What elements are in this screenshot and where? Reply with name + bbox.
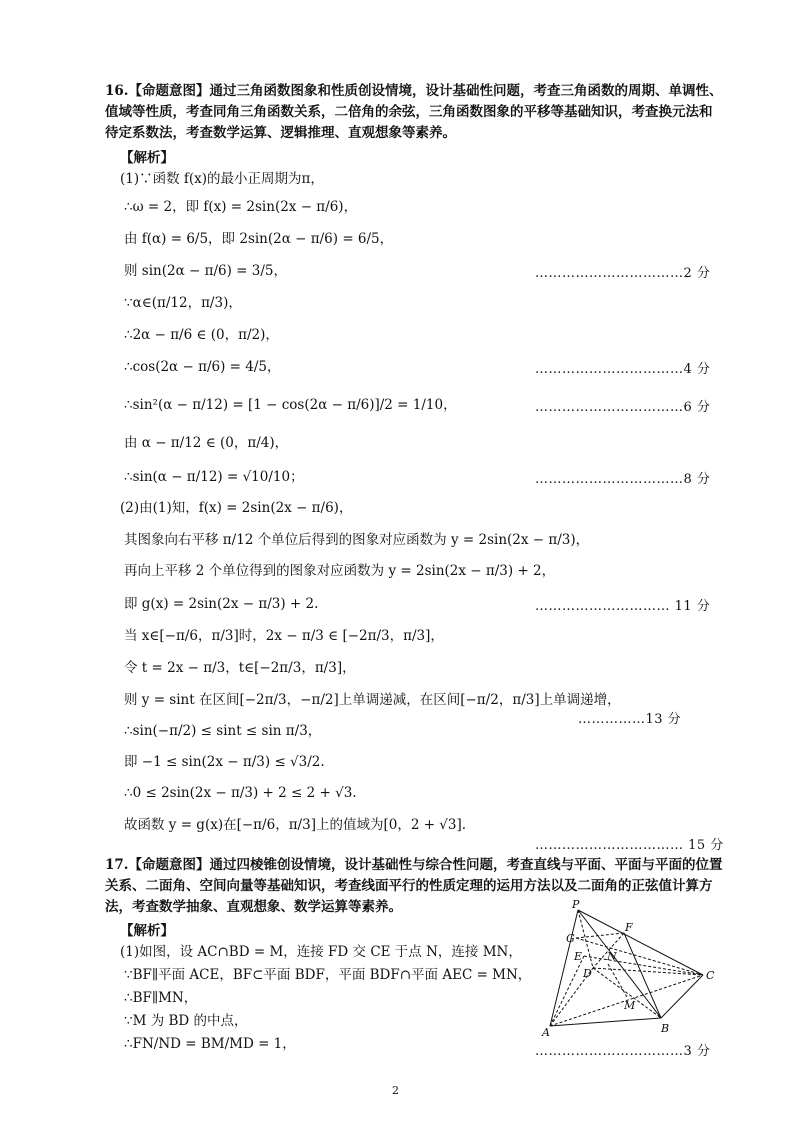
segment-mn <box>608 964 627 997</box>
q17-line-5: ∴FN/ND = BM/MD = 1， <box>124 1036 296 1052</box>
edge-pa <box>550 910 578 1026</box>
edge-pb <box>578 910 661 1018</box>
page-number: 2 <box>392 1084 399 1097</box>
q16-line-18: ∴sin(−π/2) ≤ sint ≤ sin π/3， <box>124 723 322 739</box>
q16-score-15: …………………………… 15 分 <box>535 838 724 853</box>
pyramid-figure <box>528 898 728 1040</box>
q16-line-3: 由 f(α) = 6/5，即 2sin(2α − π/6) = 6/5， <box>124 231 394 247</box>
label-p: P <box>572 898 580 911</box>
segment-ea <box>550 956 584 1026</box>
q16-score-13: ……………13 分 <box>578 712 682 727</box>
edge-dc <box>593 968 703 975</box>
q16-score-6: ……………………………6 分 <box>535 400 711 415</box>
q16-intent <box>105 81 723 144</box>
q16-line-6: ∴2α − π/6 ∈ (0，π/2)， <box>124 327 279 343</box>
q16-line-9: 由 α − π/12 ∈ (0，π/4)， <box>124 435 289 451</box>
q16-score-11: ………………………… 11 分 <box>535 599 711 614</box>
label-f: F <box>625 921 633 934</box>
q17-analysis-heading: 【解析】 <box>120 923 174 939</box>
q17-line-2: ∵BF∥平面 ACE，BF⊂平面 BDF，平面 BDF∩平面 AEC = MN， <box>124 967 532 983</box>
label-a: A <box>542 1026 550 1039</box>
label-d: D <box>583 967 592 980</box>
label-m: M <box>624 999 636 1012</box>
segment-gf <box>576 933 624 938</box>
q16-line-11: (2)由(1)知，f(x) = 2sin(2x − π/6)， <box>120 500 353 516</box>
label-n: N <box>607 950 617 963</box>
label-e: E <box>574 950 583 963</box>
q16-line-19: 即 −1 ≤ sin(2x − π/3) ≤ √3/2. <box>124 754 325 770</box>
q16-line-1: (1)∵函数 f(x)的最小正周期为π， <box>120 171 324 187</box>
edge-bc <box>661 975 703 1018</box>
q16-line-17: 则 y = sint 在区间[−2π/3，−π/2]上单调递减，在区间[−π/2，π/3]上单调递增， <box>124 692 621 708</box>
q17-score-3: ……………………………3 分 <box>535 1044 711 1059</box>
label-c: C <box>706 969 715 982</box>
q16-analysis-heading: 【解析】 <box>120 150 174 166</box>
q17-line-4: ∵M 为 BD 的中点， <box>124 1013 248 1029</box>
q16-line-15: 当 x∈[−π/6，π/3]时，2x − π/3 ∈ [−2π/3，π/3]， <box>124 628 444 644</box>
q17-line-3: ∴BF∥MN， <box>124 990 198 1006</box>
q16-line-7: ∴cos(2α − π/6) = 4/5， <box>124 359 281 375</box>
q17-intent-text: 17.【命题意图】通过四棱锥创设情境，设计基础性与综合性问题，考查直线与平面、平面与平面的位置关系、二面角、空间向量等基础知识，考查线面平行的性质定理的运用方法以及二面角的正弦值计算方法，考查数学抽象、直观想象、数学运算等素养。 <box>105 857 723 915</box>
q16-intent-text: 16.【命题意图】通过三角函数图象和性质创设情境，设计基础性问题，考查三角函数的周期、单调性、值域等性质，考查同角三角函数关系，二倍角的余弦，三角函数图象的平移等基础知识，考查换元法和待定系数法，考查数学运算、逻辑推理、直观想象等素养。 <box>105 83 723 141</box>
label-b: B <box>661 1022 670 1035</box>
q16-score-4: ……………………………4 分 <box>535 362 711 377</box>
q16-line-10: ∴sin(α − π/12) = √10/10； <box>124 469 304 485</box>
q16-line-12: 其图象向右平移 π/12 个单位后得到的图象对应函数为 y = 2sin(2x − π/3)， <box>124 532 590 548</box>
q16-line-8: ∴sin²(α − π/12) = [1 − cos(2α − π/6)]/2 = 1/10， <box>124 397 457 413</box>
edge-ab <box>550 1018 661 1026</box>
q16-line-2: ∴ω = 2，即 f(x) = 2sin(2x − π/6)， <box>124 199 358 215</box>
q16-line-5: ∵α∈(π/12，π/3)， <box>124 295 242 311</box>
label-g: G <box>566 932 575 945</box>
q16-line-14: 即 g(x) = 2sin(2x − π/3) + 2. <box>124 596 319 612</box>
q16-line-13: 再向上平移 2 个单位得到的图象对应函数为 y = 2sin(2x − π/3) + 2， <box>124 563 556 579</box>
q16-score-2: ……………………………2 分 <box>535 266 711 281</box>
q16-line-20: ∴0 ≤ 2sin(2x − π/3) + 2 ≤ 2 + √3. <box>124 785 357 801</box>
q16-line-4: 则 sin(2α − π/6) = 3/5， <box>124 263 287 279</box>
q16-score-8: ……………………………8 分 <box>535 472 711 487</box>
q16-line-16: 令 t = 2x − π/3，t∈[−2π/3，π/3]， <box>124 660 356 676</box>
q16-line-21: 故函数 y = g(x)在[−π/6，π/3]上的值域为[0，2 + √3]. <box>124 817 467 833</box>
q17-line-1: (1)如图，设 AC∩BD = M，连接 FD 交 CE 于点 N，连接 MN， <box>120 944 522 960</box>
